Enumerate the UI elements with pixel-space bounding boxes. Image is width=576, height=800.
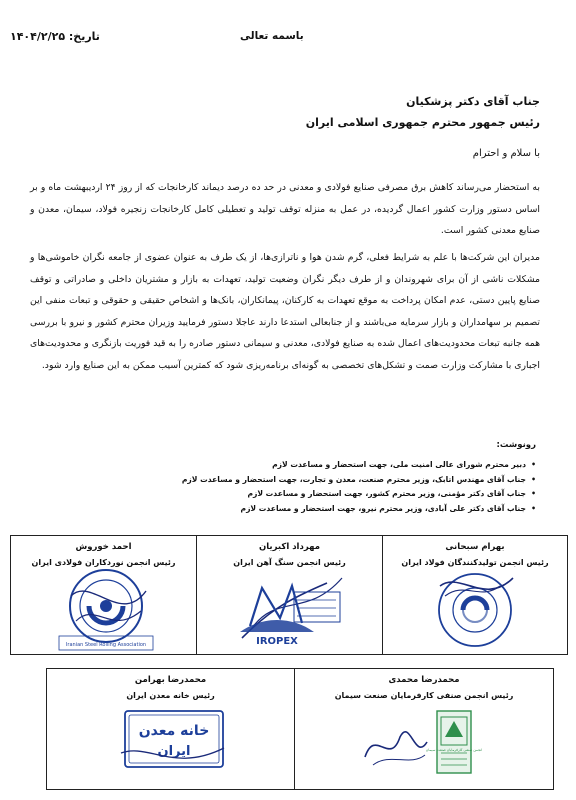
- stamp-subtitle: ایران: [157, 744, 191, 759]
- signer-title: رئیس انجمن نوردکاران فولادی ایران: [31, 558, 176, 567]
- stamp-title: خانه معدن: [138, 723, 210, 739]
- signer-title: رئیس انجمن تولیدکنندگان فولاد ایران: [401, 558, 549, 567]
- signer-name: بهرام سبحانی: [445, 542, 505, 552]
- greeting: با سلام و احترام: [472, 148, 540, 159]
- date-value: ۱۴۰۴/۲/۲۵: [10, 30, 66, 43]
- signer-name: مهرداد اکبریان: [258, 542, 320, 552]
- cc-item: • دبیر محترم شورای عالی امنیت ملی، جهت استحضار و مساعدت لازم: [86, 458, 536, 473]
- signature-box-bottom: [46, 668, 554, 790]
- stamp-caption: انجمن صنفی کارفرمایان صنعت سیمان: [425, 748, 483, 752]
- signature-khoroush: [11, 536, 196, 654]
- iron-ore-association-stamp: [232, 568, 352, 652]
- cc-item: • جناب آقای دکتر مؤمنی، وزیر محترم کشور، جهت استحضار و مساعدت لازم: [86, 487, 536, 502]
- signer-name: احمد خوروش: [75, 542, 132, 552]
- signature-bahramn: [47, 669, 294, 789]
- signature-akbarian: [197, 536, 382, 654]
- signature-mohammadi: [295, 669, 553, 789]
- date-line: [10, 30, 100, 43]
- signature-sobhani: [383, 536, 567, 654]
- recipient-title: رئیس جمهور محترم جمهوری اسلامی ایران: [305, 116, 540, 129]
- cc-list: [86, 458, 536, 516]
- stamp-caption: Iranian Steel Rolling Association: [65, 642, 147, 648]
- mine-house-stamp: [119, 703, 229, 779]
- signer-title: رئیس خانه معدن ایران: [126, 691, 215, 700]
- signer-title: رئیس انجمن سنگ آهن ایران: [233, 558, 346, 567]
- signer-name: محمدرضا بهرامن: [134, 675, 207, 685]
- cc-item: • جناب آقای دکتر علی آبادی، وزیر محترم نیرو، جهت استحضار و مساعدت لازم: [86, 502, 536, 517]
- signer-name: محمدرضا محمدی: [388, 675, 460, 685]
- bismillah-heading: باسمه تعالی: [240, 30, 304, 42]
- recipient-name: جناب آقای دکتر پزشکیان: [406, 95, 540, 108]
- date-label: تاریخ:: [68, 30, 100, 43]
- steel-producers-association-stamp: [425, 566, 525, 652]
- steel-rolling-association-stamp: [51, 566, 161, 652]
- stamp-logo-text: IROPEX: [256, 636, 298, 647]
- cement-employers-stamp: [355, 707, 483, 781]
- signature-box-top: [10, 535, 568, 655]
- signer-title: رئیس انجمن صنفی کارفرمایان صنعت سیمان: [334, 691, 514, 700]
- cc-title: رونوشت:: [496, 440, 536, 450]
- cc-item: • جناب آقای مهندس اتابک، وزیر محترم صنعت، معدن و تجارت، جهت استحضار و مساعدت لازم: [86, 473, 536, 488]
- body-paragraph: مدیران این شرکت‌ها با علم به شرایط فعلی، گرم شدن هوا و ناترازی‌ها، از یک طرف به عنوان عضوی از جامعه نگران خاموشی‌ها و مشکلات ناشی از آن برای شهروندان و از طرف دیگر نگران وضعیت تولید، تعهدات به بازار و مشتریان داخلی و صادراتی و توقف صنایع پایین دستی، عدم امکان پرداخت به موقع تعهدات به کارکنان، پیمانکاران، بانک‌ها و اشخاص حقیقی و حقوقی و تبعات منفی این تصمیم بر سهامداران و بازار سرمایه می‌باشند و از جنابعالی استدعا دارند عاجلا دستور فرمایید وزیران محترم کشور و نیرو با بررسی همه جانبه تبعات محدودیت‌های اعمال شده به صنایع فولادی، معدنی و سیمانی دستور صادره را به قید فوریت بازنگری و محدودیت‌های اجباری با مشارکت وزارت صمت و تشکل‌های تخصصی به گونه‌ای برنامه‌ریزی شود که کمترین آسیب ممکن به این صنایع وارد شود.: [30, 252, 540, 371]
- body-paragraph: به استحضار می‌رساند کاهش برق مصرفی صنایع فولادی و معدنی در حد ده درصد دیماند کارخانجات که از روز ۲۴ اردیبهشت ماه و بر اساس دستور وزارت کشور اعمال گردیده، در عمل به منزله توقف تولید و تعطیلی کامل کارخانجات زنجیره فولاد، سیمان، معدن و صنایع معدنی کشور است.: [30, 182, 540, 236]
